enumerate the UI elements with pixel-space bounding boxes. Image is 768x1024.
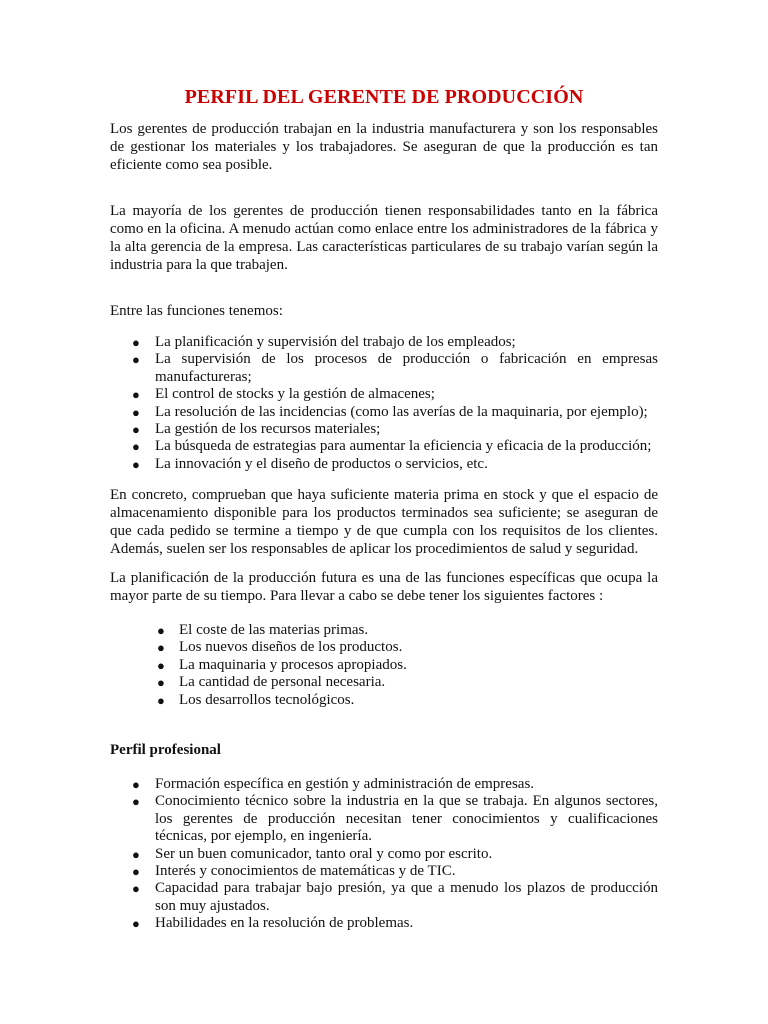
list-item-text: Habilidades en la resolución de problemas. [155, 915, 414, 932]
list-item-text: La cantidad de personal necesaria. [179, 674, 386, 691]
list-item-text: Capacidad para trabajar bajo presión, ya que a menudo los plazos de producción son muy ajustados. [155, 880, 658, 914]
bullet-icon: ● [132, 352, 140, 368]
list-item [132, 421, 658, 438]
bullet-icon: ● [132, 777, 140, 792]
bullet-icon: ● [132, 422, 140, 438]
list-item-text: Conocimiento técnico sobre la industria en la que se trabaja. En algunos sectores, los gerentes de producción necesitan tener conocimientos y cualificaciones técnicas, por ejemplo, en ingeniería. [155, 793, 658, 845]
list-item-text: La gestión de los recursos materiales; [155, 421, 381, 438]
list-item-text: La planificación y supervisión del trabajo de los empleados; [155, 334, 516, 350]
bullet-icon: ● [157, 623, 165, 638]
list-item-text: Los desarrollos tecnológicos. [179, 691, 355, 708]
list-item [157, 656, 629, 674]
bullet-icon: ● [157, 640, 165, 656]
list-item [132, 793, 658, 845]
bullet-icon: ● [132, 404, 140, 420]
bullet-icon: ● [132, 864, 140, 880]
bullet-icon: ● [157, 692, 165, 708]
list-item-text: La resolución de las incidencias (como las averías de la maquinaria, por ejemplo); [155, 403, 648, 420]
planning-paragraph: La planificación de la producción futura es una de las funciones específicas que ocupa la mayor parte de su tiempo. Para llevar a cabo se debe tener los siguientes factores : [110, 570, 658, 604]
list-item-text: Formación específica en gestión y administración de empresas. [155, 776, 535, 792]
bullet-icon: ● [157, 675, 165, 691]
list-item-text: El control de stocks y la gestión de almacenes; [155, 386, 435, 403]
bullet-icon: ● [132, 387, 140, 403]
bullet-icon: ● [132, 846, 140, 862]
list-item [132, 915, 658, 932]
profile-list [132, 776, 658, 933]
responsibilities-paragraph: La mayoría de los gerentes de producción tienen responsabilidades tanto en la fábrica como en la oficina. A menudo actúan como enlace entre los administradores de la fábrica y la alta gerencia de la empresa. Las características particulares de su trabajo varían según la industria para la que trabajen. [110, 203, 658, 273]
bullet-icon: ● [132, 439, 140, 455]
list-item-text: El coste de las materias primas. [179, 622, 369, 638]
list-item-text: La búsqueda de estrategias para aumentar la eficiencia y eficacia de la producción; [155, 438, 652, 455]
list-item-text: Los nuevos diseños de los productos. [179, 639, 403, 656]
list-item-text: La maquinaria y procesos apropiados. [179, 656, 407, 673]
list-item [132, 863, 658, 880]
intro-paragraph: Los gerentes de producción trabajan en la industria manufacturera y son los responsables de gestionar los materiales y los trabajadores. Se aseguran de que la producción es tan eficiente como sea posible. [110, 121, 658, 173]
factors-list [157, 622, 629, 709]
list-item [132, 438, 658, 455]
list-item [132, 776, 658, 793]
list-item [157, 622, 629, 639]
bullet-icon: ● [132, 881, 140, 897]
bullet-icon: ● [132, 335, 140, 350]
document-title: PERFIL DEL GERENTE DE PRODUCCIÓN [184, 86, 584, 108]
list-item [132, 351, 658, 386]
list-item [132, 386, 658, 403]
list-item [157, 639, 629, 656]
bullet-icon: ● [132, 794, 140, 810]
list-item [132, 403, 658, 421]
bullet-icon: ● [132, 456, 140, 472]
functions-intro: Entre las funciones tenemos: [110, 303, 283, 319]
details-paragraph: En concreto, comprueban que haya suficiente materia prima en stock y que el espacio de almacenamiento disponible para los productos terminados sea suficiente; se aseguran de que cada pedido se termine a tiempo y de que cumpla con los requisitos de los clientes. Además, suelen ser los responsables de aplicar los procedimientos de salud y seguridad. [110, 487, 658, 557]
list-item [157, 691, 629, 709]
list-item-text: La supervisión de los procesos de producción o fabricación en empresas manufactureras; [155, 351, 658, 385]
bullet-icon: ● [157, 657, 165, 673]
list-item-text: Interés y conocimientos de matemáticas y de TIC. [155, 863, 456, 880]
list-item-text: La innovación y el diseño de productos o servicios, etc. [155, 455, 488, 472]
functions-list [132, 334, 658, 473]
profile-heading: Perfil profesional [110, 742, 221, 758]
list-item-text: Ser un buen comunicador, tanto oral y como por escrito. [155, 845, 493, 862]
list-item [132, 455, 658, 473]
list-item [132, 880, 658, 915]
bullet-icon: ● [132, 916, 140, 932]
list-item [132, 334, 658, 351]
list-item [132, 845, 658, 863]
list-item [157, 674, 629, 691]
